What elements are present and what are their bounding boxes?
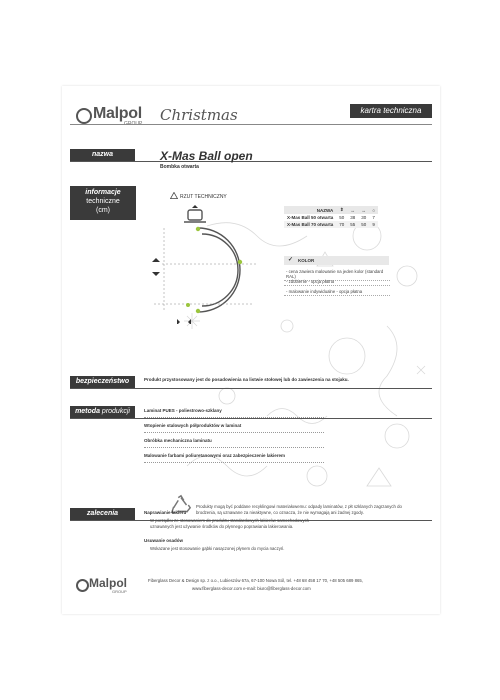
brand-script: Christmas	[160, 106, 238, 124]
cell: 9	[372, 222, 375, 227]
col-depth-header: ↔	[358, 206, 369, 214]
ornament-technical-drawing	[144, 204, 264, 324]
metoda-label-a: metoda	[75, 408, 100, 415]
table-row	[284, 221, 378, 228]
product-subtitle: Bombka otwarta	[160, 164, 199, 170]
kolor-item: - cena zawiera malowanie na jeden kolor (standard RAL)	[284, 268, 390, 281]
footer-logo-icon	[76, 579, 89, 592]
cell: 55	[350, 222, 356, 227]
section-divider	[70, 388, 432, 389]
section-tab-bezpieczenstwo: bezpieczeństwo	[70, 376, 135, 388]
info-line-1: informacje	[85, 189, 121, 196]
section-tab-zalecenia: zalecenia	[70, 508, 135, 520]
sheet-footer	[62, 564, 440, 604]
warning-triangle-icon	[170, 192, 178, 199]
info-line-3: (cm)	[96, 207, 110, 214]
brush-icon: ✓	[288, 257, 294, 263]
step-divider	[144, 447, 324, 449]
recycling-text: Produkty mogą być poddane recyklingowi materiałowemu: odpady laminatów, z płt szklanych zagrzanych do brodzenia, są uznawane za nieaktywne, co oznacza, że nie wymagają ani żadnej zgody.	[196, 504, 402, 515]
cell: X-Mas Ball 50 otwarta	[287, 215, 334, 220]
kolor-item: - zdobienie - opcja płatna	[284, 278, 390, 286]
tech-sheet	[62, 86, 440, 614]
production-step: Obróbka mechaniczna laminatu	[144, 438, 212, 443]
production-step: Wtopienie stalowych półproduktów w laminat	[144, 423, 242, 428]
cell: 7	[372, 215, 375, 220]
step-divider	[144, 417, 324, 419]
product-title: X-Mas Ball open	[160, 149, 253, 163]
footer-logo-group: GROUP	[112, 589, 127, 594]
zalecenia-heading-2: Usuwanie osadów	[144, 538, 184, 543]
table-header-row	[284, 206, 378, 214]
col-width-header: ↔	[347, 206, 358, 214]
cell: 50	[339, 215, 345, 220]
col-height-header: ⇕	[336, 206, 347, 214]
zalecenia-bullet-1: W porządku ze stosowaniem do produktu standardowych lakierów samochodowych uznawanych jest używanie środków do płynnego poprawiania lakierowania.	[150, 518, 310, 529]
step-divider	[144, 462, 324, 464]
footer-logo-text: Malpol	[89, 576, 127, 590]
footer-contact: www.fiberglass-decor.com e-mail: biuro@fiberglass-decor.com	[192, 586, 311, 591]
info-line-2: techniczne	[86, 198, 120, 205]
cell: X-Mas Ball 70 otwarta	[287, 222, 334, 227]
rzut-label: RZUT TECHNICZNY	[180, 194, 227, 200]
zalecenia-bullet-2: Wskazane jest stosowanie gąbki nasączonej płynem do mycia naczyń.	[150, 546, 285, 551]
production-step: Laminat PUES - poliestrowo-szklany	[144, 408, 222, 413]
dimensions-table	[284, 206, 378, 228]
production-step: Malowanie farbami poliuretanowymi oraz zabezpieczenie lakierem	[144, 453, 286, 458]
malpol-logo-icon	[76, 108, 92, 124]
cell: 38	[350, 215, 356, 220]
kolor-item: - malowanie indywidualne - opcja płatna	[284, 288, 390, 296]
kolor-label: KOLOR	[298, 258, 315, 263]
step-divider	[144, 432, 324, 434]
logo-text: Malpol	[93, 105, 142, 122]
zalecenia-heading-1: Naprawianie lakieru	[144, 510, 187, 515]
table-row	[284, 214, 378, 221]
kolor-heading	[284, 256, 389, 265]
cell: 50	[361, 222, 367, 227]
section-tab-informacje	[70, 186, 136, 220]
col-name-header: NAZWA	[284, 206, 336, 214]
doc-type-tab: kartra techniczna	[350, 104, 432, 118]
col-weight-header: ○	[369, 206, 378, 214]
sheet-header	[62, 86, 440, 134]
section-tab-nazwa: nazwa	[70, 149, 135, 161]
cell: 30	[361, 215, 367, 220]
metoda-label-b: produkcji	[101, 408, 130, 415]
header-divider	[70, 124, 432, 125]
cell: 70	[339, 222, 345, 227]
section-tab-metoda	[70, 406, 135, 418]
bezpieczenstwo-text: Produkt przystosowany jest do posadowienia na listwie stołowej lub do zawieszenia na stojaku.	[144, 377, 349, 382]
footer-address: Fiberglass Decor & Design sp. z o.o., Lubieszów 67a, 67-100 Nowa Sól, tel. +48 68 458 17 70, +48 505 689 865,	[148, 578, 363, 583]
